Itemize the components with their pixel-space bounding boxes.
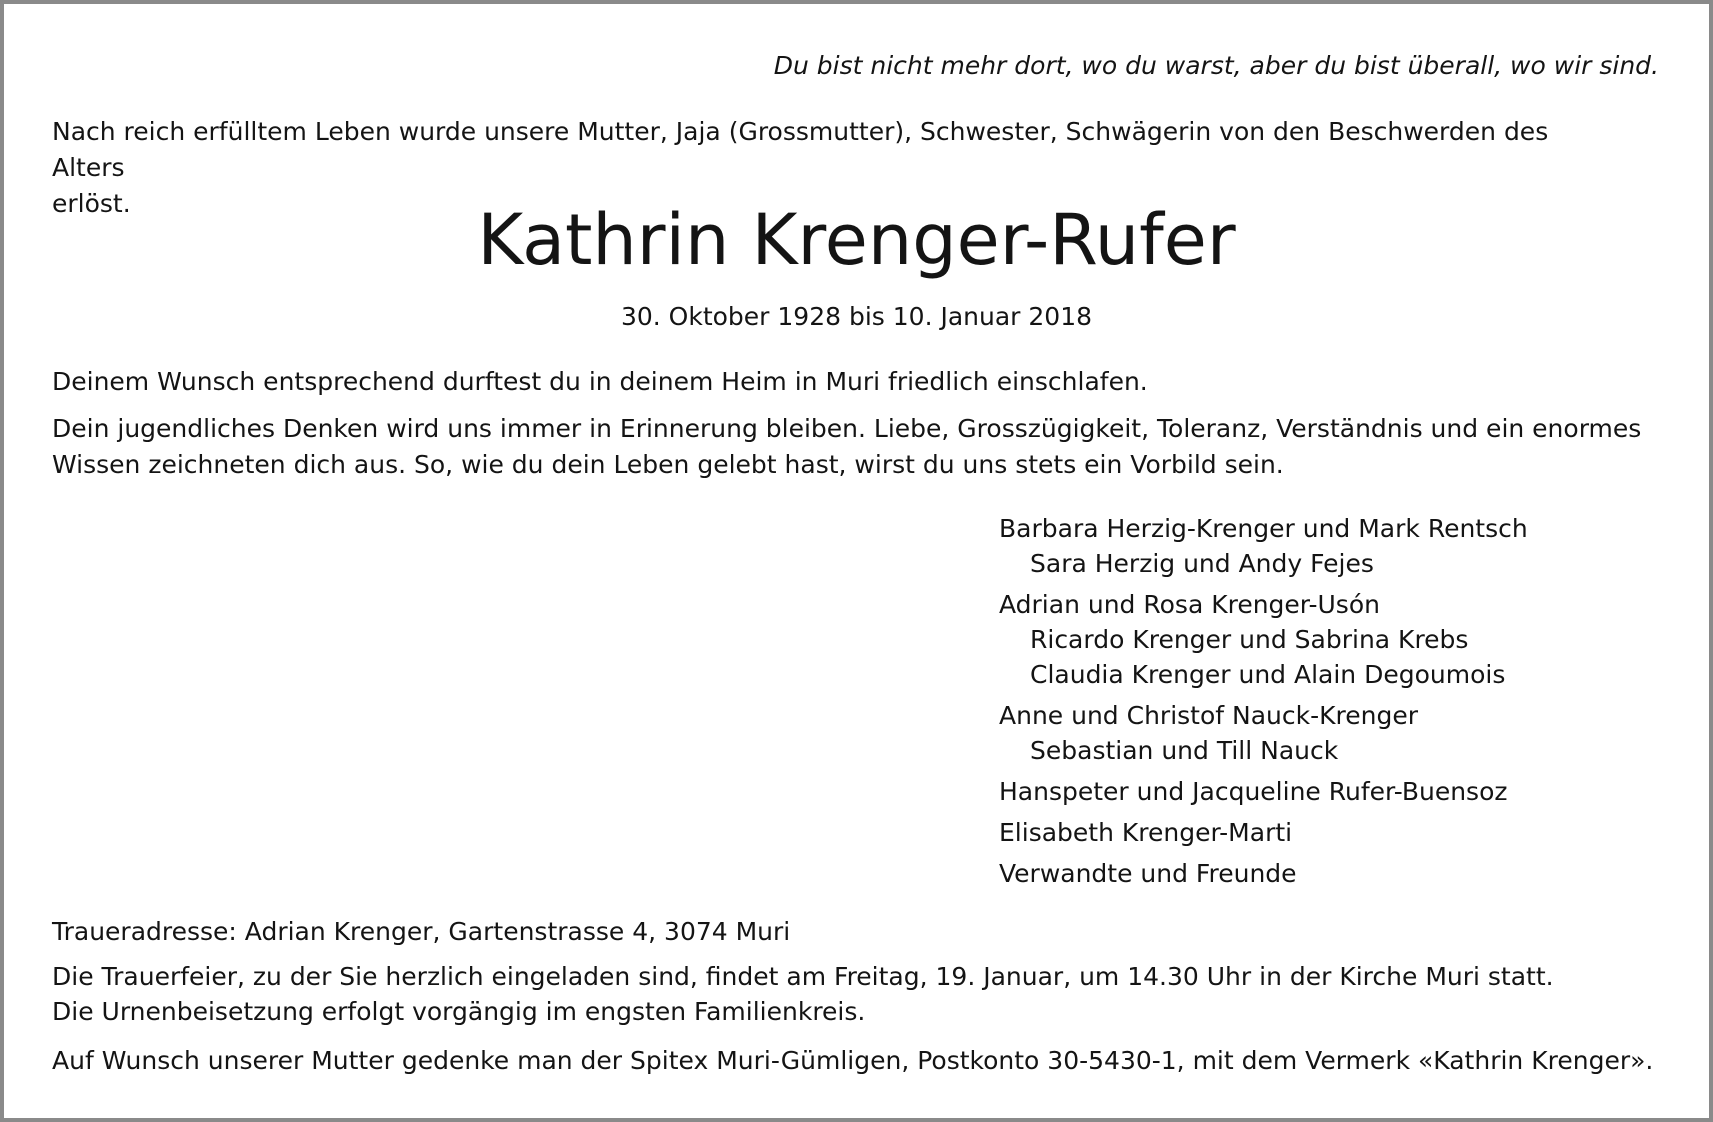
mourner-entry: Claudia Krenger und Alain Degoumois bbox=[1030, 660, 1506, 689]
mourner-entry: Hanspeter und Jacqueline Rufer-Buensoz bbox=[999, 777, 1508, 806]
mourner-entry: Barbara Herzig-Krenger und Mark Rentsch bbox=[999, 514, 1528, 543]
mourner-entry: Sebastian und Till Nauck bbox=[1030, 736, 1339, 765]
mourner-entry: Anne und Christof Nauck-Krenger bbox=[999, 701, 1419, 730]
service-info bbox=[52, 959, 1554, 1029]
tribute-paragraph bbox=[52, 411, 1641, 483]
tribute-line: Wissen zeichneten dich aus. So, wie du dein Leben gelebt hast, wirst du uns stets ein Vorbild sein. bbox=[52, 450, 1284, 479]
mourner-entry: Verwandte und Freunde bbox=[999, 859, 1297, 888]
intro-line: erlöst. bbox=[52, 189, 131, 218]
mourner-entry: Ricardo Krenger und Sabrina Krebs bbox=[1030, 625, 1469, 654]
deceased-name: Kathrin Krenger-Rufer bbox=[477, 199, 1236, 281]
life-dates: 30. Oktober 1928 bis 10. Januar 2018 bbox=[620, 302, 1093, 331]
mourning-address: Traueradresse: Adrian Krenger, Gartenstrasse 4, 3074 Muri bbox=[52, 917, 791, 946]
intro-line: Nach reich erfülltem Leben wurde unsere Mutter, Jaja (Grossmutter), Schwester, Schwägerin von den Beschwerden des Alters bbox=[52, 117, 1549, 182]
donation-note: Auf Wunsch unserer Mutter gedenke man der Spitex Muri-Gümligen, Postkonto 30-5430-1, mit dem Vermerk «Kathrin Krenger». bbox=[52, 1046, 1654, 1075]
mourners-list bbox=[999, 511, 1528, 891]
service-line: Die Trauerfeier, zu der Sie herzlich eingeladen sind, findet am Freitag, 19. Januar, um 14.30 Uhr in der Kirche Muri statt. bbox=[52, 962, 1554, 991]
mourner-entry: Elisabeth Krenger-Marti bbox=[999, 818, 1293, 847]
motto-quote: Du bist nicht mehr dort, wo du warst, aber du bist überall, wo wir sind. bbox=[773, 51, 1659, 80]
service-line: Die Urnenbeisetzung erfolgt vorgängig im engsten Familienkreis. bbox=[52, 997, 866, 1026]
mourner-entry: Sara Herzig und Andy Fejes bbox=[1030, 549, 1374, 578]
mourner-entry: Adrian und Rosa Krenger-Usón bbox=[999, 590, 1380, 619]
farewell-paragraph: Deinem Wunsch entsprechend durftest du in deinem Heim in Muri friedlich einschlafen. bbox=[52, 367, 1148, 396]
tribute-line: Dein jugendliches Denken wird uns immer in Erinnerung bleiben. Liebe, Grosszügigkeit, Toleranz, Verständnis und ein enormes bbox=[52, 414, 1642, 443]
